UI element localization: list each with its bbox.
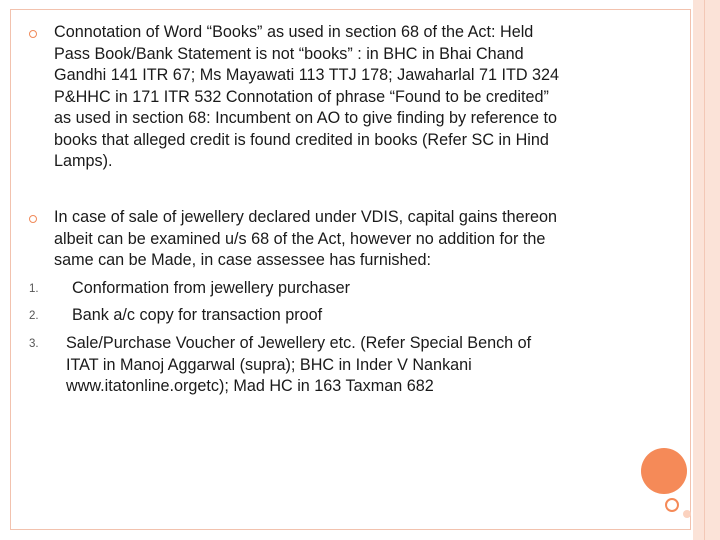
bullet-icon	[29, 215, 37, 223]
numbered-text: Bank a/c copy for transaction proof	[72, 306, 323, 324]
numbered-text: Conformation from jewellery purchaser	[72, 279, 350, 297]
item-number: 3.	[29, 338, 39, 350]
decorative-circle-ring	[665, 498, 679, 512]
item-number: 1.	[29, 283, 39, 295]
decorative-circle-small	[683, 510, 691, 518]
bullet-icon	[29, 30, 37, 38]
side-decoration-line	[704, 0, 705, 540]
numbered-text: Sale/Purchase Voucher of Jewellery etc. (Refer Special Bench of ITAT in Manoj Aggarwal (supra); BHC in Inder V Nankani www.itatonline.orgetc); Mad HC in 163 Taxman 682	[66, 334, 532, 395]
side-decoration-band	[693, 0, 720, 540]
decorative-circle-large	[641, 448, 687, 494]
item-number: 2.	[29, 310, 39, 322]
bullet-text: Connotation of Word “Books” as used in section 68 of the Act: Held Pass Book/Bank Statement is not “books” : in BHC in Bhai Chand Gandhi 141 ITR 67; Ms Mayawati 113 TTJ 178; Jawaharlal 71 ITD 324 P&HHC in 171 ITR 532 Connotation of phrase “Found to be credited” as used in section 68: Incumbent on AO to give finding by reference to books that alleged credit is found credited in books (Refer SC in Hind Lamps).	[54, 23, 560, 170]
bullet-text: In case of sale of jewellery declared under VDIS, capital gains thereon albeit can be examined u/s 68 of the Act, however no addition for the same can be Made, in case assessee has furnished:	[54, 208, 557, 269]
